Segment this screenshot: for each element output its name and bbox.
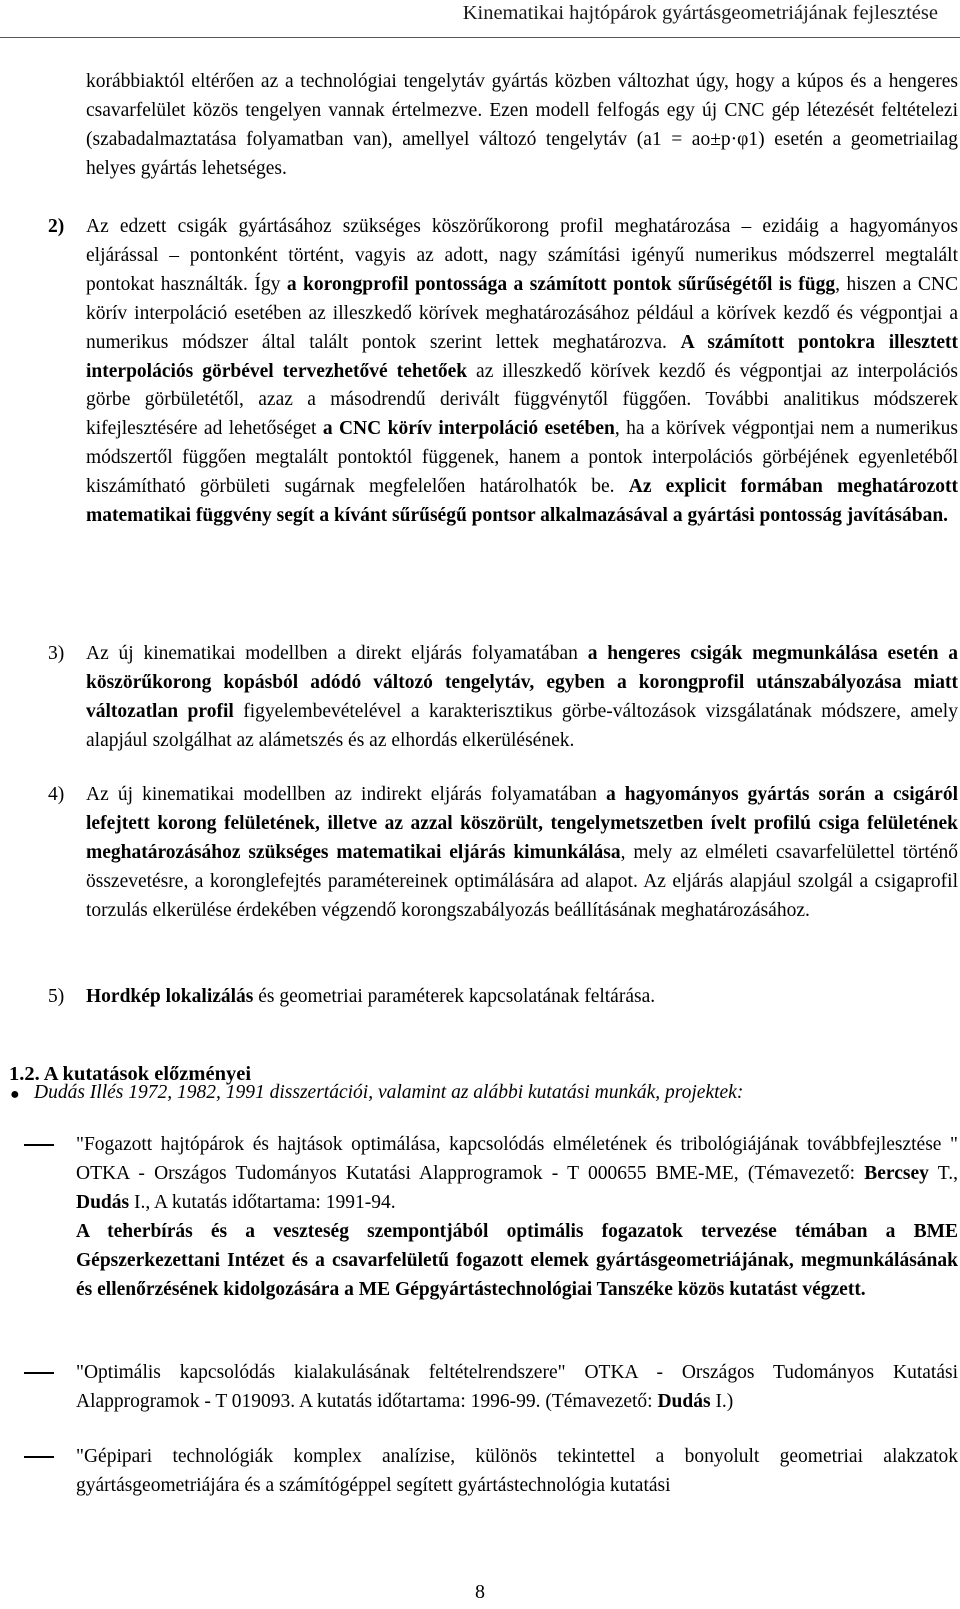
bold-text-run: a CNC körív interpoláció esetében: [322, 418, 615, 440]
text-run: Az edzett csigák gyártásához szükséges köszörűkorong profil meghatározása – ezidáig a hagyományos eljárással – pontonként történt, vagyis az adott, nagy számítási igényű numerikus módszerrel megtalált pontokat használták. Így: [86, 216, 958, 295]
bold-text-run: a korongprofil pontossága a számított pontok sűrűségétől is függ: [286, 273, 836, 295]
dash-item-bold-paragraph: A teherbírás és a veszteség szempontjából optimális fogazatok tervezése témában a BME Gépszerkezettani Intézet és a csavarfelületű fogazott elemek gyártásgeometriájának, megmunkálásának és ellenőrzésének kidolgozására a ME Gépgyártástechnológiai Tanszéke közös kutatást végzett.: [76, 1220, 958, 1300]
dash-icon: [24, 1372, 54, 1374]
dash-item-text: [76, 1134, 958, 1213]
text-run: "Fogazott hajtópárok és hajtások optimálása, kapcsolódás elméletének és tribológiájának továbbfejlesztése " OTKA - Országos Tudományos Kutatási Alapprogramok - T 000655 BME-ME, (Témavezető:: [76, 1134, 958, 1184]
intro-paragraph: korábbiaktól eltérően az a technológiai tengelytáv gyártás közben változhat úgy, hogy a kúpos és a hengeres csavarfelület közös tengelyen vannak értelmezve. Ezen modell felfogás egy új CNC gép létezését feltételezi (szabadalmaztatása folyamatban van), amellyel változó tengelytáv (a1 = ao±p·φ1) esetén a geometriailag helyes gyártás lehetséges.: [86, 71, 958, 179]
dash-item-text: [76, 1362, 958, 1412]
text-run: I., A kutatás időtartama: 1991-94.: [129, 1191, 396, 1213]
dash-item-1: [76, 1131, 958, 1304]
list-item-4: [48, 781, 959, 926]
text-run: T.,: [928, 1162, 958, 1184]
dash-item-3: [76, 1443, 958, 1501]
text-run: , ha a körívek végpontjai nem a numerikus módszertől függően megtalált pontoktól függenek, hanem a pontok interpolációs görbéjének egyenletéből kiszámítható görbületi sugárnak megfelelően határolhatók be.: [86, 418, 958, 498]
bold-text-run: Dudás: [657, 1390, 711, 1412]
bold-text-run: A számított pontokra illesztett interpolációs görbével tervezhetővé tehetőek: [86, 331, 958, 382]
text-run: Az új kinematikai modellben az indirekt eljárás folyamatában: [86, 784, 606, 805]
dash-icon: [24, 1456, 54, 1458]
text-run: és geometriai paraméterek kapcsolatának feltárása.: [253, 986, 656, 1007]
bold-text-run: Hordkép lokalizálás: [86, 986, 254, 1007]
text-run: , hiszen a CNC körív interpoláció esetében az illeszkedő körívek meghatározásához például a körívek kezdő és végpontjai a numerikus módszer által talált pontok szerint lettek meghatározva.: [86, 273, 958, 353]
bullet-text: Dudás Illés 1972, 1982, 1991 disszertációi, valamint az alábbi kutatási munkák, projektek:: [34, 1082, 744, 1103]
text-run: figyelembevételével a karakterisztikus görbe-változások vizsgálatának módszere, amely alapjául szolgálhat az alámetszés és az elhordás elkerülésének.: [86, 700, 958, 751]
text-run: Az új kinematikai modellben a direkt eljárás folyamatában: [86, 643, 588, 664]
list-item-2: [48, 213, 959, 531]
bold-text-run: a hengeres csigák megmunkálása esetén a köszörűkorong kopásból adódó változó tengelytáv, egyben a korongprofil utánszabályozása miatt változatlan profil: [86, 643, 958, 722]
bold-text-run: a hagyományos gyártás során a csigáról lefejtett korong felületének, illetve az azzal köszörült, tengelymetszetben ívelt profilú csiga felületének meghatározásához szükséges matematikai eljárás kimunkálása: [86, 784, 959, 863]
text-run: , mely az elméleti csavarfelülettel történő összevetésre, a koronglefejtés paramétereinek optimálására ad alapot. Az eljárás alapjául szolgál a csigaprofil torzulás elkerülése érdekében végzendő korongszabályozás beállításának meghatározásához.: [86, 841, 958, 921]
list-number: 5): [48, 986, 65, 1007]
list-item-5: [48, 983, 958, 1012]
list-item-3: [48, 640, 958, 756]
dash-item-2: [76, 1359, 958, 1417]
bold-text-run: Az explicit formában meghatározott matematikai függvény segít a kívánt sűrűségű pontsor alkalmazásával a gyártási pontosság javításában.: [86, 476, 959, 527]
dash-icon: [24, 1144, 54, 1146]
text-run: "Optimális kapcsolódás kialakulásának feltételrendszere" OTKA - Országos Tudományos Kutatási Alapprogramok - T 019093. A kutatás időtartama: 1996-99. (Témavezető:: [76, 1362, 958, 1412]
bullet-icon: ●: [10, 1086, 20, 1103]
text-run: az illeszkedő körívek kezdő és végpontjai az interpolációs görbe görbületétől, azaz a másodrendű derivált függvénytől függően. További analitikus módszerek kifejlesztésére ad lehetőséget: [86, 360, 958, 440]
list-number: 3): [48, 643, 65, 664]
page-header: [0, 0, 960, 40]
section-heading: 1.2. A kutatások előzményei: [9, 1063, 252, 1085]
list-number: 2): [48, 216, 65, 237]
running-title: Kinematikai hajtópárok gyártásgeometriájának fejlesztése: [462, 2, 938, 24]
dash-item-text: [76, 1446, 958, 1496]
bold-text-run: Dudás: [76, 1191, 130, 1213]
header-divider: [0, 37, 960, 38]
page-number: 8: [475, 1581, 485, 1603]
text-run: I.): [710, 1390, 734, 1412]
bold-text-run: Bercsey: [864, 1162, 929, 1184]
text-run: "Gépipari technológiák komplex analízise, különös tekintettel a bonyolult geometriai alakzatok gyártásgeometriájára és a számítógéppel segített gyártástechnológia kutatási: [76, 1446, 958, 1496]
list-number: 4): [48, 784, 65, 805]
